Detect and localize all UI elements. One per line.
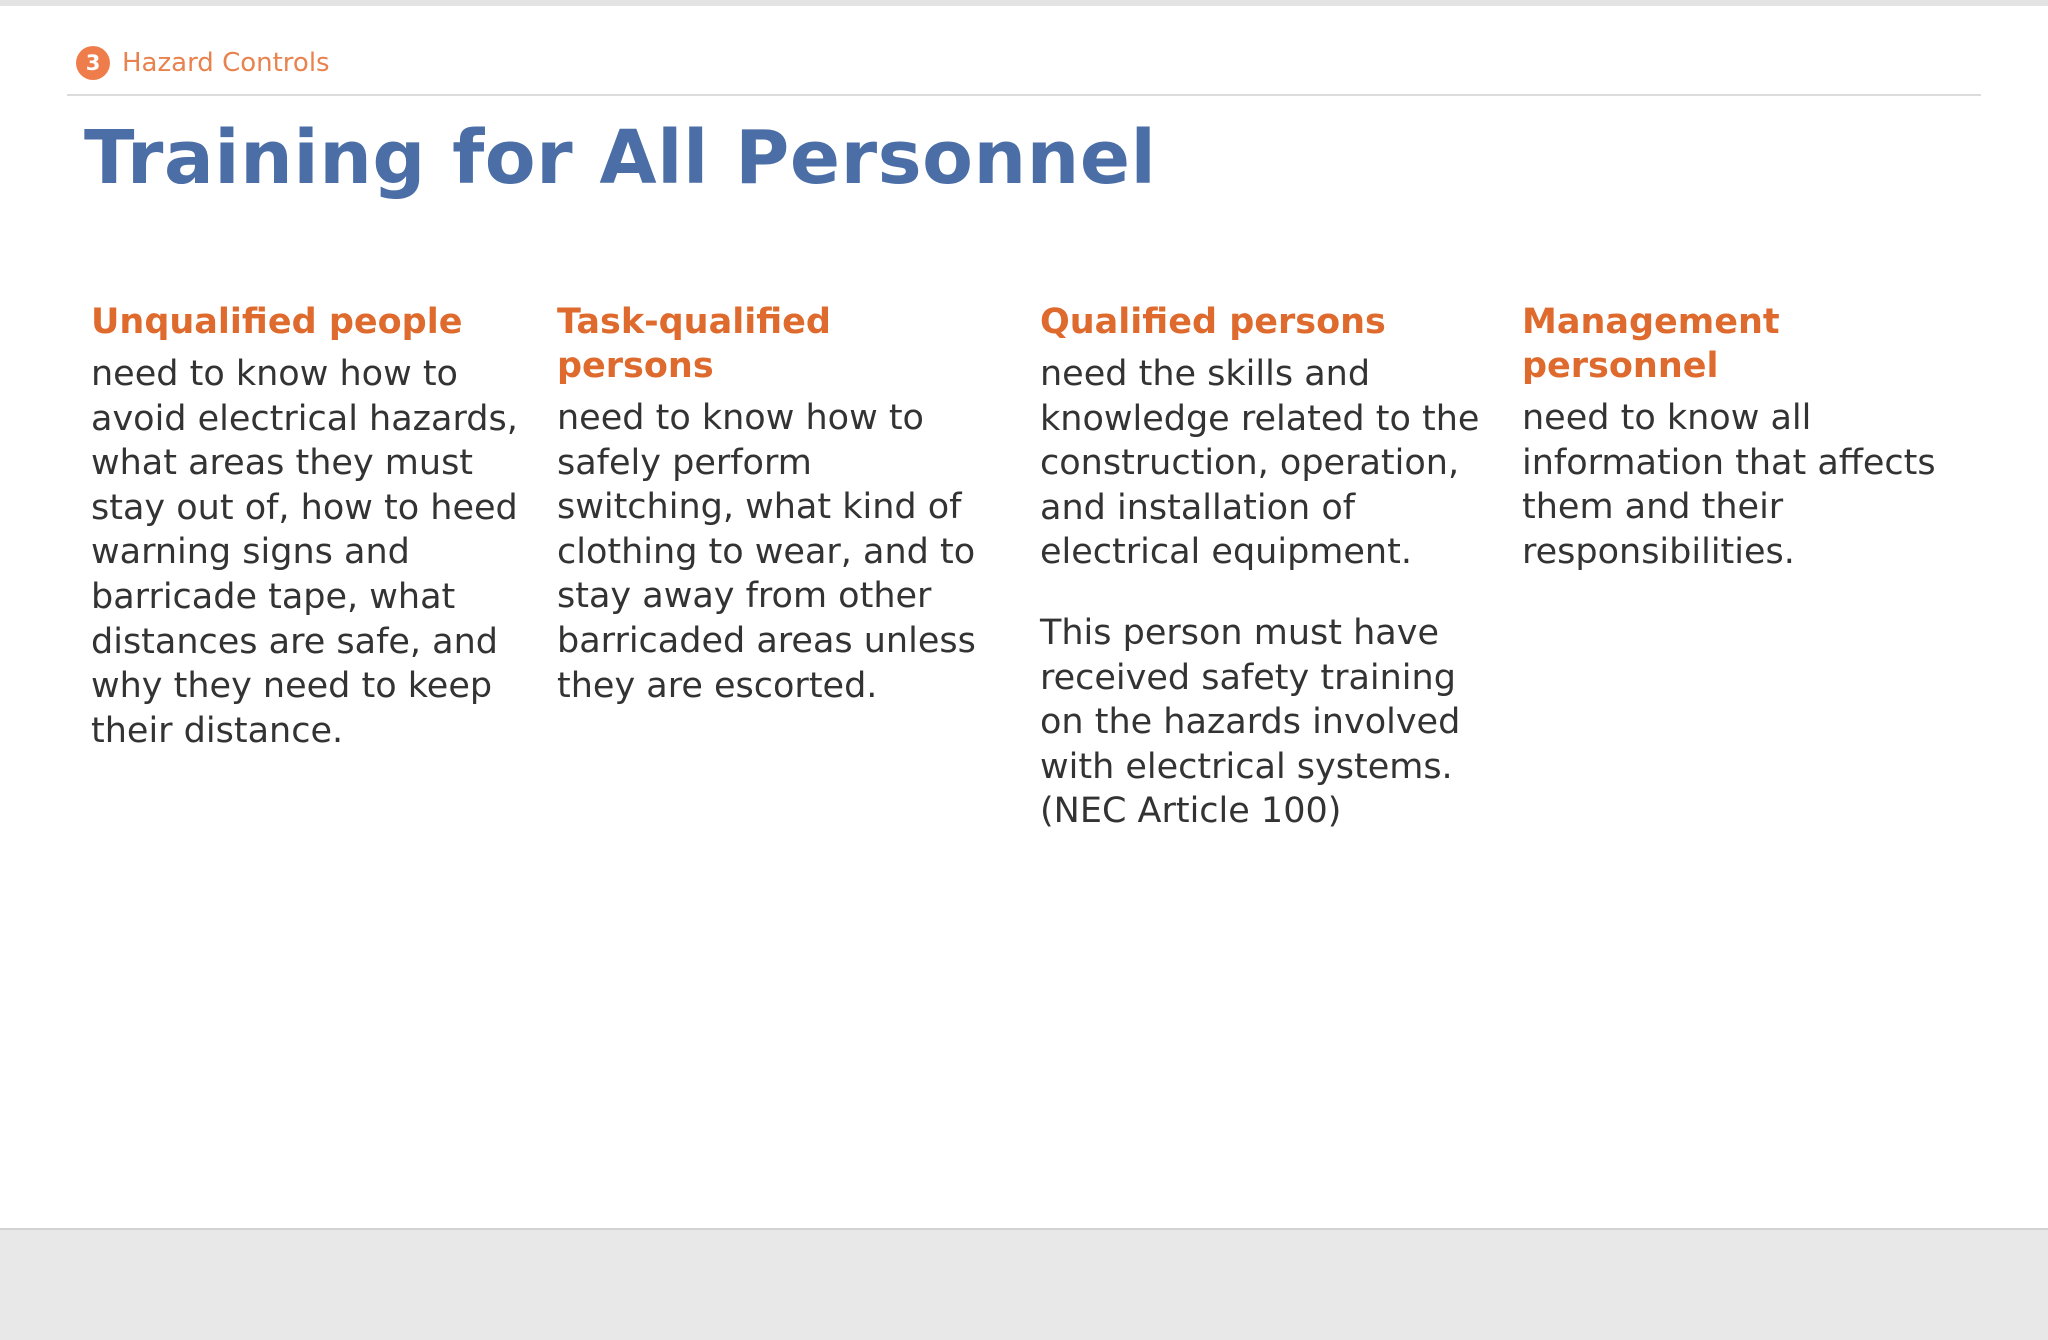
- section-header: [76, 46, 330, 80]
- header-divider: [67, 94, 1981, 96]
- column-paragraph: need the skills and knowledge related to the construction, operation, and installation of electrical equipment.: [1040, 354, 1480, 573]
- column-heading: Qualified persons: [1040, 302, 1386, 342]
- column-management-personnel: [1522, 300, 1962, 574]
- column-unqualified-people: [91, 300, 531, 753]
- column-heading: Task-qualified persons: [557, 302, 831, 386]
- bottom-panel: [0, 1228, 2048, 1340]
- column-task-qualified-persons: [557, 300, 997, 708]
- section-number-badge: 3: [76, 46, 110, 80]
- page-title: Training for All Personnel: [84, 115, 1157, 201]
- column-heading: Unqualified people: [91, 302, 463, 342]
- slide: [0, 6, 2048, 1228]
- column-qualified-persons: [1040, 300, 1480, 834]
- column-paragraph: need to know all information that affects them and their responsibilities.: [1522, 398, 1936, 572]
- section-label: Hazard Controls: [122, 48, 330, 78]
- column-heading: Management personnel: [1522, 302, 1780, 386]
- column-paragraph: need to know how to avoid electrical hazards, what areas they must stay out of, how to heed warning signs and barricade tape, what distances are safe, and why they need to keep their distance.: [91, 354, 518, 751]
- column-paragraph: need to know how to safely perform switching, what kind of clothing to wear, and to stay away from other barricaded areas unless they are escorted.: [557, 398, 976, 706]
- column-paragraph: This person must have received safety training on the hazards involved with electrical systems. (NEC Article 100): [1040, 612, 1461, 832]
